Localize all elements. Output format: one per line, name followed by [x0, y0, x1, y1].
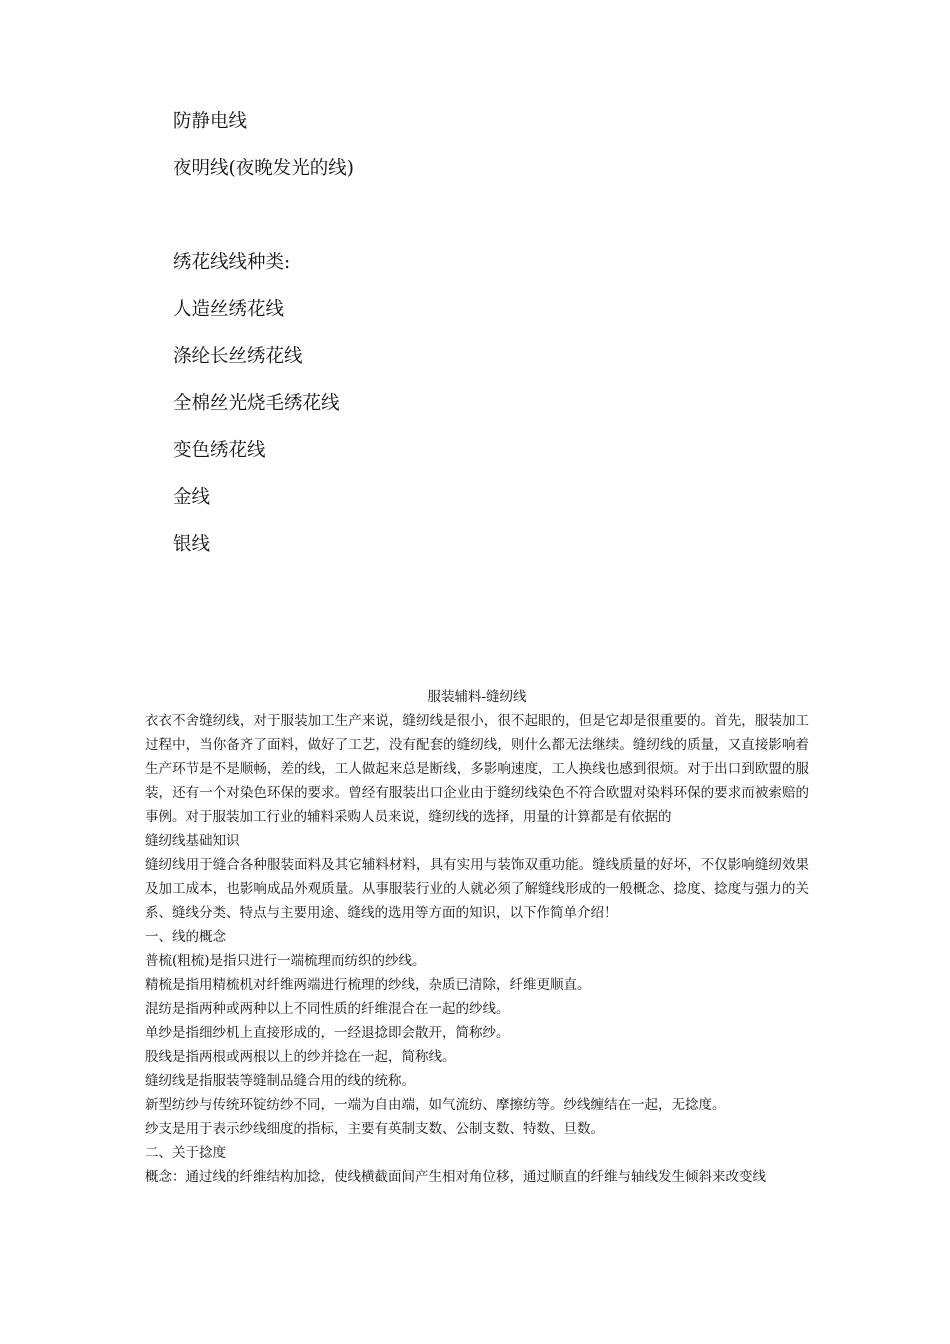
list-item: 人造丝绣花线 [173, 299, 285, 320]
article [145, 686, 809, 1189]
definition-line: 新型纺纱与传统环锭纺纱不同，一端为自由端，如气流纺、摩擦纺等。纱线缠结在一起，无捻度。 [145, 1097, 726, 1113]
definition-line: 混纺是指两种或两种以上不同性质的纤维混合在一起的纱线。 [145, 1001, 510, 1017]
section-heading: 一、线的概念 [145, 929, 226, 945]
definition-line: 纱支是用于表示纱线细度的指标，主要有英制支数、公制支数、特数、旦数。 [145, 1121, 604, 1137]
list-item: 全棉丝光烧毛绣花线 [173, 393, 340, 414]
list-item: 夜明线(夜晚发光的线) [173, 158, 354, 179]
list-item: 防静电线 [173, 111, 248, 132]
definition-line: 缝纫线是指服装等缝制品缝合用的线的统称。 [145, 1073, 415, 1089]
list-item: 银线 [173, 534, 211, 555]
article-title: 服装辅料-缝纫线 [427, 689, 527, 705]
list-item: 金线 [173, 487, 211, 508]
intro-paragraph: 衣衣不舍缝纫线，对于服装加工生产来说，缝纫线是很小，很不起眼的，但是它却是很重要的。首先，服装加工过程中，当你备齐了面料，做好了工艺，没有配套的缝纫线，则什么都无法继续。缝纫线的质量，又直接影响着生产环节是不是顺畅，差的线，工人做起来总是断线，多影响速度，工人换线也感到很烦。对于出口到欧盟的服装，还有一个对染色环保的要求。曾经有服装出口企业由于缝纫线染色不符合欧盟对染料环保的要求而被索赔的事例。对于服装加工行业的辅料采购人员来说，缝纫线的选择，用量的计算都是有依据的 [145, 713, 809, 825]
list-item: 变色绣花线 [173, 440, 266, 461]
thread-type-list [173, 110, 354, 557]
twist-concept-line: 概念：通过线的纤维结构加捻，使线横截面间产生相对角位移，通过顺直的纤维与轴线发生倾斜来改变线 [145, 1169, 766, 1185]
definition-line: 单纱是指细纱机上直接形成的，一经退捻即会散开，简称纱。 [145, 1025, 510, 1041]
section-heading: 缝纫线基础知识 [145, 833, 240, 849]
basics-paragraph: 缝纫线用于缝合各种服装面料及其它辅料材料，具有实用与装饰双重功能。缝线质量的好坏，不仅影响缝纫效果及加工成本，也影响成品外观质量。从事服装行业的人就必须了解缝线形成的一般概念、捻度、捻度与强力的关系、缝线分类、特点与主要用途、缝线的选用等方面的知识，以下作简单介绍！ [145, 857, 809, 921]
definition-line: 股线是指两根或两根以上的纱并捻在一起，简称线。 [145, 1049, 456, 1065]
list-item: 涤纶长丝绣花线 [173, 346, 303, 367]
definition-line: 普梳(粗梳)是指只进行一端梳理而纺织的纱线。 [145, 953, 426, 969]
section-heading: 二、关于捻度 [145, 1145, 226, 1161]
list-item: 绣花线线种类: [173, 252, 291, 273]
definition-line: 精梳是指用精梳机对纤维两端进行梳理的纱线，杂质已清除，纤维更顺直。 [145, 977, 591, 993]
